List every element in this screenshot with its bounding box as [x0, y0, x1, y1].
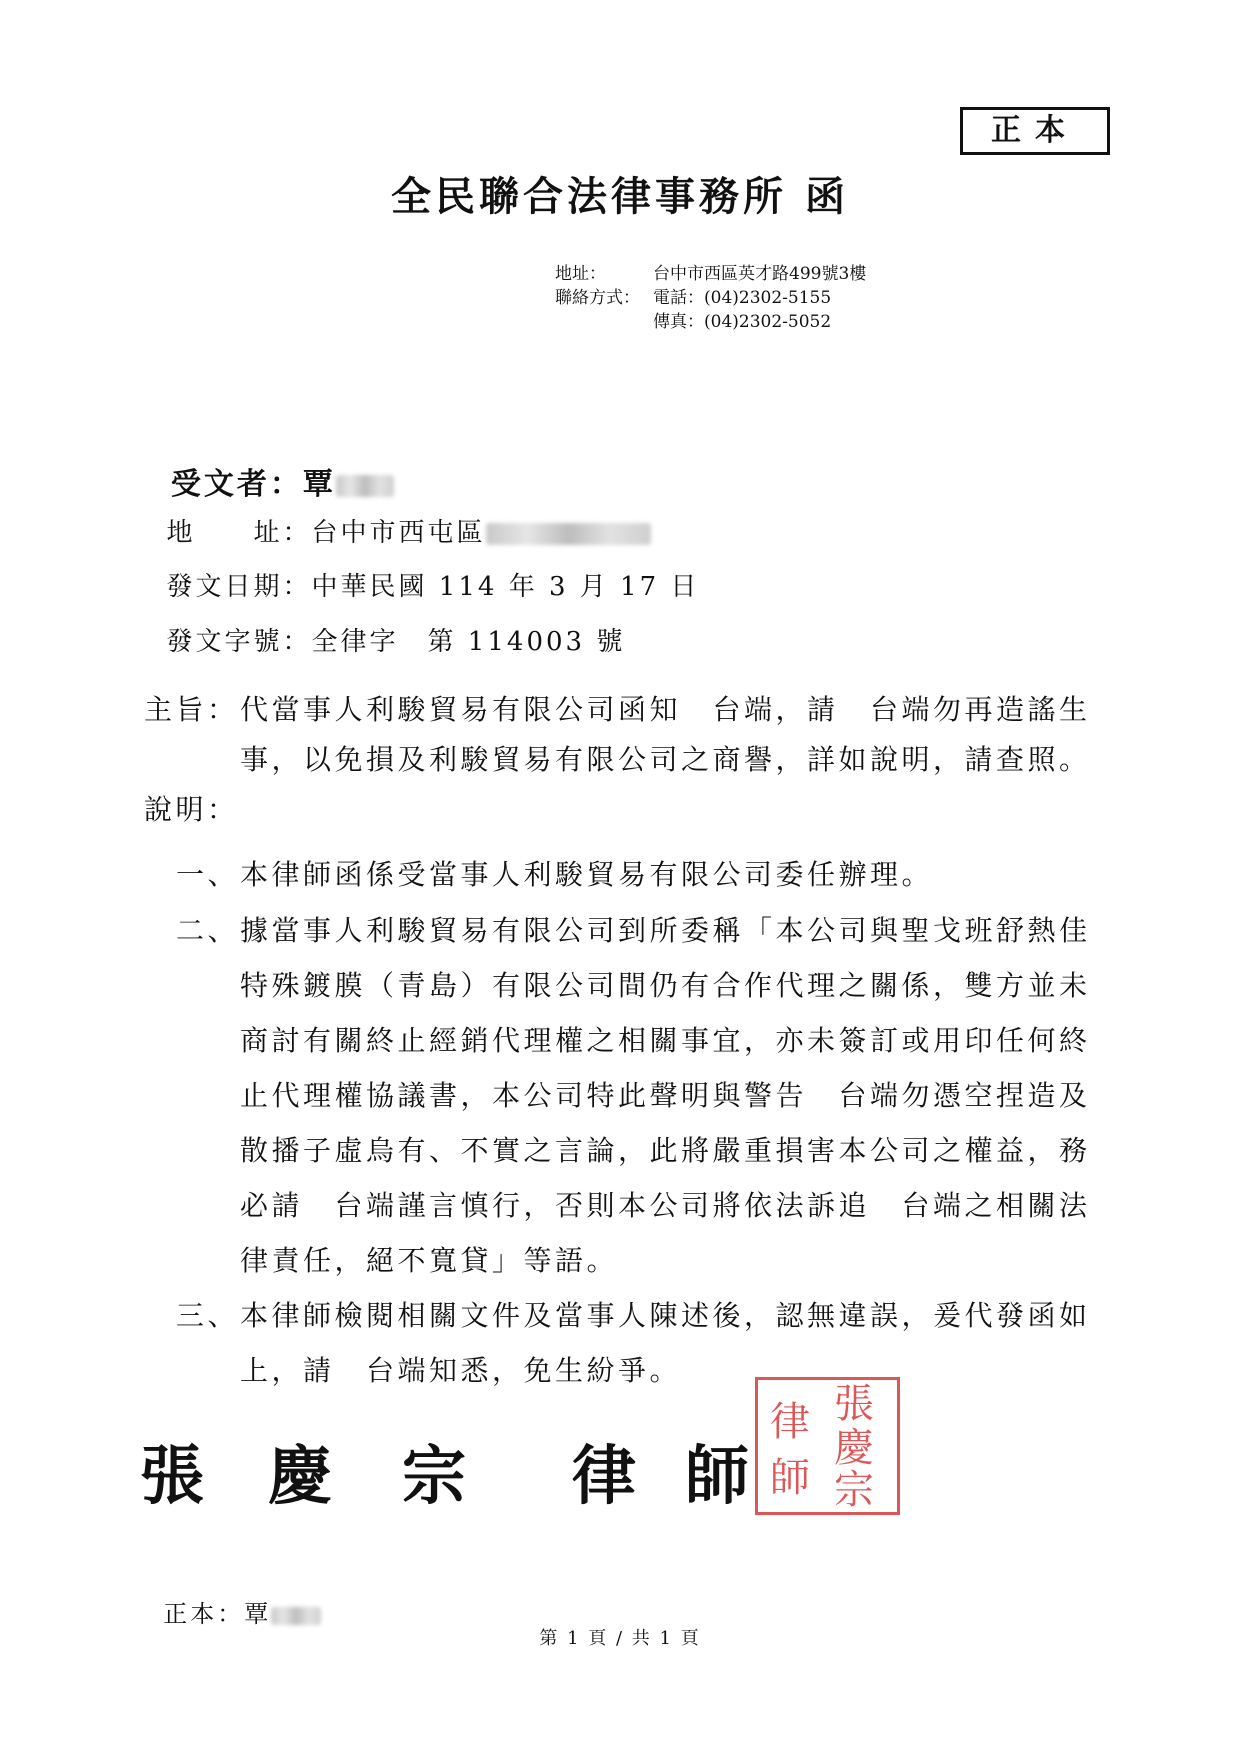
cc-label: 正本：	[163, 1600, 245, 1628]
item-line: 上，請 台端知悉，免生紛爭。	[240, 1354, 682, 1387]
signature-char: 律	[572, 1439, 636, 1514]
issue-date-label: 發文日期：	[166, 572, 312, 602]
signature-char: 宗	[402, 1439, 466, 1514]
recipient-address-label: 地 址：	[166, 518, 312, 548]
firm-phone: 電話：(04)2302-5155	[653, 288, 832, 308]
item-line: 本律師函係受當事人利駿貿易有限公司委任辦理。	[240, 858, 934, 891]
seal-char: 張	[834, 1381, 874, 1427]
item-line: 止代理權協議書，本公司特此聲明與警告 台端勿憑空捏造及	[240, 1079, 1091, 1112]
contact-method-label: 聯絡方式：	[555, 288, 640, 308]
signature-char: 張	[140, 1439, 204, 1514]
item-number: 一、	[176, 858, 240, 891]
item-line: 必請 台端謹言慎行，否則本公司將依法訴追 台端之相關法	[240, 1189, 1091, 1222]
seal-char: 師	[770, 1455, 810, 1501]
item-number: 二、	[176, 914, 240, 947]
original-copy-recipient	[142, 1566, 321, 1629]
recipient-label: 受文者：	[170, 467, 303, 502]
reference-number-label: 發文字號：	[166, 627, 312, 657]
reference-number: 全律字 第 114003 號	[311, 627, 626, 657]
signature-char: 慶	[268, 1439, 332, 1514]
explanation-label: 說明：	[144, 793, 239, 826]
item-line: 本律師檢閱相關文件及當事人陳述後，認無違誤，爰代發函如	[240, 1299, 1091, 1332]
fax-row	[555, 310, 866, 334]
firm-address-label: 地址：	[555, 264, 606, 284]
firm-fax: 傳真：(04)2302-5052	[653, 312, 832, 332]
seal-char: 宗	[834, 1467, 874, 1513]
phone-row	[555, 286, 866, 310]
page-number: 第 1 頁 / 共 1 頁	[539, 1628, 701, 1649]
reference-number-field	[144, 591, 625, 658]
signature-char: 師	[685, 1439, 749, 1514]
item-line: 商討有關終止經銷代理權之相關事宜，亦未簽訂或用印任何終	[240, 1024, 1091, 1057]
subject-line: 事，以免損及利駿貿易有限公司之商譽，詳如說明，請查照。	[240, 743, 1091, 776]
subject-label: 主旨：	[144, 693, 239, 726]
letter-title: 全民聯合法律事務所 函	[391, 173, 849, 220]
seal-char: 慶	[834, 1425, 874, 1471]
contact-block	[555, 262, 866, 334]
item-line: 據當事人利駿貿易有限公司到所委稱「本公司與聖戈班舒熱佳	[240, 914, 1091, 947]
subject-line: 代當事人利駿貿易有限公司函知 台端，請 台端勿再造謠生	[240, 693, 1091, 726]
lawyer-seal-stamp	[755, 1377, 900, 1515]
cc-name: 覃	[244, 1600, 272, 1628]
recipient-address: 台中市西屯區	[311, 518, 486, 548]
item-line: 特殊鍍膜（青島）有限公司間仍有合作代理之關係，雙方並未	[240, 969, 1091, 1002]
recipient-name: 覃	[302, 467, 336, 502]
item-line: 散播子虛烏有、不實之言論，此將嚴重損害本公司之權益，務	[240, 1134, 1091, 1167]
copy-stamp: 正本	[960, 107, 1110, 155]
item-line: 律責任，絕不寬貸」等語。	[240, 1244, 619, 1277]
firm-address: 台中市西區英才路499號3樓	[653, 264, 867, 284]
address-row	[555, 262, 866, 286]
item-number: 三、	[176, 1299, 240, 1332]
seal-char: 律	[770, 1399, 810, 1445]
redacted-cc-name	[271, 1607, 321, 1625]
issue-date: 中華民國 114 年 3 月 17 日	[311, 572, 700, 602]
